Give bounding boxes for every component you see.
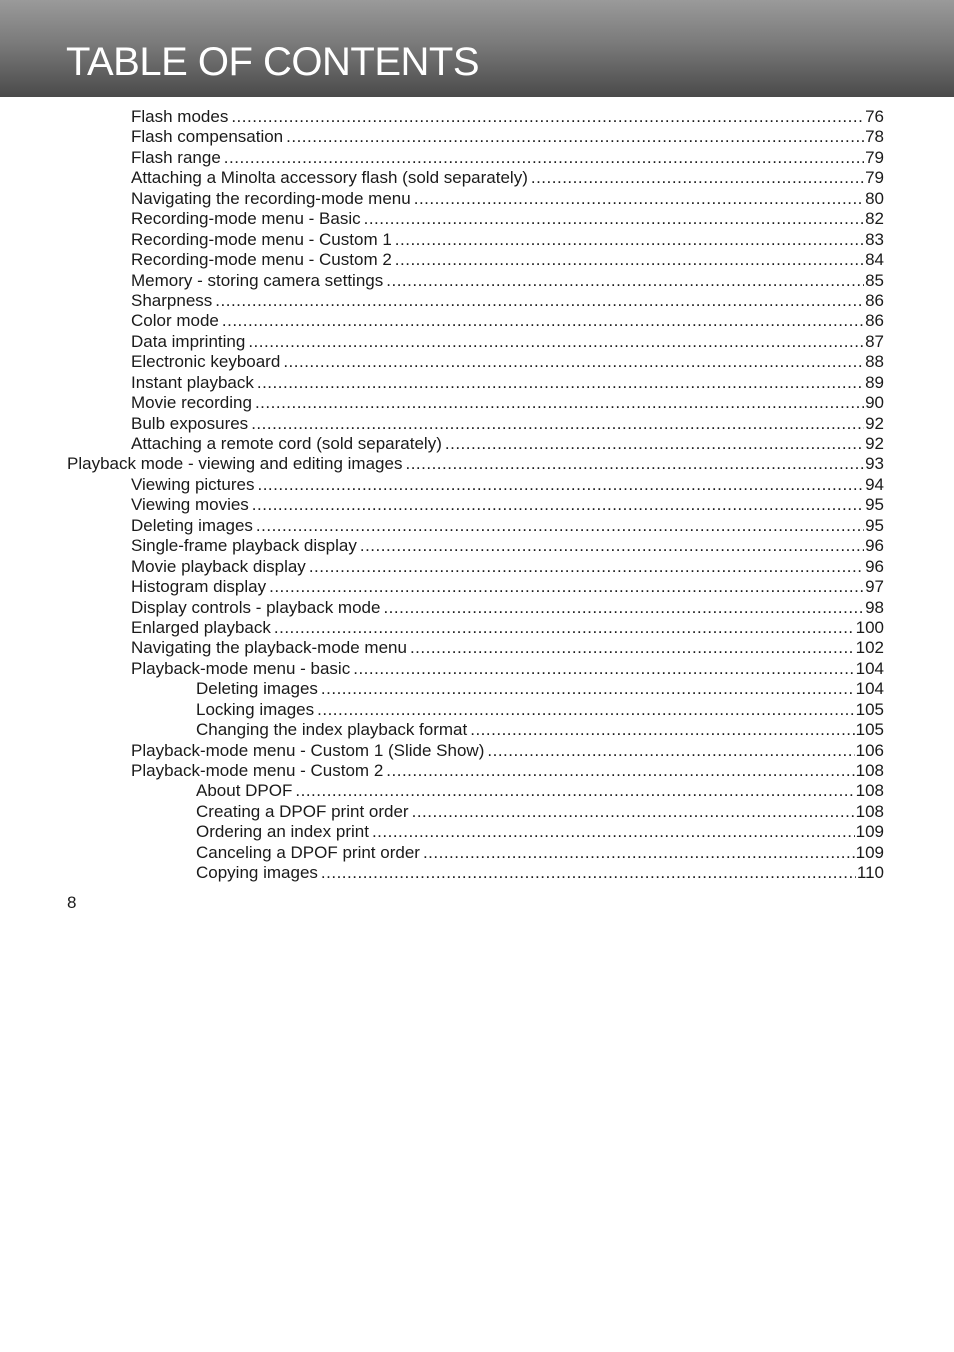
dot-leader [372, 822, 855, 842]
toc-entry-page: 108 [855, 761, 884, 780]
toc-entry[interactable] [0, 209, 954, 229]
dot-leader [251, 414, 864, 434]
toc-entry-label: Flash compensation [131, 127, 286, 147]
toc-entry-label: Ordering an index print [196, 822, 372, 842]
toc-entry[interactable] [0, 720, 954, 740]
toc-entry-label: Flash range [131, 148, 224, 168]
toc-entry-page: 84 [865, 250, 884, 270]
toc-entry-label: Recording-mode menu - Basic [131, 209, 364, 229]
toc-entry-label: Movie playback display [131, 557, 309, 577]
toc-entry-label: Viewing movies [131, 495, 252, 515]
dot-leader [414, 189, 864, 209]
toc-entry[interactable] [0, 638, 954, 658]
toc-entry-label: Enlarged playback [131, 618, 274, 638]
dot-leader [386, 271, 864, 291]
table-of-contents [0, 107, 954, 884]
toc-entry-page: 109 [855, 822, 884, 842]
toc-entry-page: 86 [865, 290, 884, 310]
toc-entry[interactable] [0, 802, 954, 822]
toc-entry[interactable] [0, 189, 954, 209]
toc-entry-label: Movie recording [131, 393, 255, 413]
toc-entry-page: 109 [855, 842, 884, 862]
toc-entry[interactable] [0, 168, 954, 188]
toc-entry-label: Sharpness [131, 291, 215, 311]
toc-entry-label: Color mode [131, 311, 222, 331]
dot-leader [383, 598, 864, 618]
toc-entry[interactable] [0, 557, 954, 577]
page-number: 8 [67, 893, 77, 912]
dot-leader [231, 107, 864, 127]
toc-entry-page: 89 [865, 372, 884, 392]
dot-leader [364, 209, 864, 229]
toc-entry[interactable] [0, 618, 954, 638]
toc-entry-page: 104 [855, 658, 884, 678]
toc-entry[interactable] [0, 352, 954, 372]
dot-leader [248, 332, 864, 352]
dot-leader [386, 761, 854, 781]
toc-entry[interactable] [0, 495, 954, 515]
toc-entry-page: 105 [855, 699, 884, 719]
toc-entry[interactable] [0, 843, 954, 863]
toc-entry-page: 100 [855, 617, 884, 637]
toc-entry-label: Canceling a DPOF print order [196, 843, 423, 863]
dot-leader [470, 720, 854, 740]
dot-leader [222, 311, 864, 331]
toc-entry-page: 108 [855, 781, 884, 801]
toc-entry[interactable] [0, 781, 954, 801]
toc-entry[interactable] [0, 250, 954, 270]
toc-entry[interactable] [0, 679, 954, 699]
toc-entry[interactable] [0, 700, 954, 720]
dot-leader [531, 168, 864, 188]
toc-entry-page: 106 [855, 740, 884, 760]
toc-entry-page: 80 [865, 188, 884, 208]
toc-entry[interactable] [0, 863, 954, 883]
toc-entry[interactable] [0, 332, 954, 352]
toc-entry-page: 94 [865, 474, 884, 494]
dot-leader [395, 230, 864, 250]
toc-entry-page: 82 [865, 209, 884, 229]
toc-entry[interactable] [0, 434, 954, 454]
toc-entry-page: 78 [865, 127, 884, 147]
toc-entry-label: Attaching a remote cord (sold separately) [131, 434, 445, 454]
dot-leader [309, 557, 864, 577]
toc-entry-label: Display controls - playback mode [131, 598, 383, 618]
toc-entry-page: 76 [865, 107, 884, 126]
toc-entry-page: 108 [855, 801, 884, 821]
dot-leader [283, 352, 864, 372]
dot-leader [410, 638, 855, 658]
dot-leader [321, 863, 856, 883]
dot-leader [321, 679, 855, 699]
toc-entry-label: Viewing pictures [131, 475, 257, 495]
toc-entry-page: 110 [856, 863, 884, 883]
toc-entry-page: 98 [865, 597, 884, 617]
toc-entry-page: 86 [865, 311, 884, 331]
toc-entry[interactable] [0, 127, 954, 147]
toc-entry-label: Recording-mode menu - Custom 2 [131, 250, 395, 270]
toc-entry[interactable] [0, 475, 954, 495]
toc-entry-page: 95 [865, 515, 884, 535]
toc-entry[interactable] [0, 454, 954, 474]
toc-entry[interactable] [0, 577, 954, 597]
toc-entry-page: 87 [865, 331, 884, 351]
dot-leader [295, 781, 854, 801]
toc-entry[interactable] [0, 107, 954, 127]
toc-entry-label: Playback-mode menu - basic [131, 659, 353, 679]
toc-entry-label: Navigating the recording-mode menu [131, 189, 414, 209]
toc-entry-page: 96 [865, 536, 884, 556]
toc-entry-page: 79 [865, 147, 884, 167]
toc-entry[interactable] [0, 271, 954, 291]
toc-entry-page: 79 [865, 168, 884, 188]
toc-entry[interactable] [0, 414, 954, 434]
page-title: TABLE OF CONTENTS [66, 40, 480, 84]
toc-entry[interactable] [0, 741, 954, 761]
dot-leader [255, 393, 864, 413]
toc-entry[interactable] [0, 393, 954, 413]
toc-entry[interactable] [0, 373, 954, 393]
toc-entry[interactable] [0, 148, 954, 168]
dot-leader [412, 802, 855, 822]
dot-leader [395, 250, 864, 270]
dot-leader [445, 434, 864, 454]
dot-leader [256, 516, 864, 536]
dot-leader [274, 618, 855, 638]
toc-entry-label: Locking images [196, 700, 317, 720]
toc-entry-label: Creating a DPOF print order [196, 802, 412, 822]
dot-leader [286, 127, 864, 147]
toc-entry-label: Electronic keyboard [131, 352, 283, 372]
dot-leader [423, 843, 855, 863]
toc-entry-label: Bulb exposures [131, 414, 251, 434]
toc-entry-label: Histogram display [131, 577, 269, 597]
toc-entry-label: Recording-mode menu - Custom 1 [131, 230, 395, 250]
toc-entry-page: 97 [865, 577, 884, 597]
dot-leader [269, 577, 864, 597]
dot-leader [487, 741, 854, 761]
toc-entry-page: 105 [855, 720, 884, 740]
toc-entry-label: Single-frame playback display [131, 536, 360, 556]
toc-entry-page: 90 [865, 393, 884, 413]
dot-leader [360, 536, 864, 556]
toc-entry-page: 92 [865, 413, 884, 433]
toc-entry-label: Instant playback [131, 373, 257, 393]
toc-entry-label: Data imprinting [131, 332, 248, 352]
dot-leader [353, 659, 854, 679]
toc-entry-page: 92 [865, 434, 884, 453]
dot-leader [405, 454, 864, 474]
toc-entry-label: Navigating the playback-mode menu [131, 638, 410, 658]
toc-entry-label: Copying images [196, 863, 321, 883]
toc-entry[interactable] [0, 598, 954, 618]
dot-leader [317, 700, 855, 720]
toc-entry[interactable] [0, 822, 954, 842]
toc-entry-label: Memory - storing camera settings [131, 271, 386, 291]
toc-entry-label: Playback-mode menu - Custom 2 [131, 761, 386, 781]
toc-entry[interactable] [0, 761, 954, 781]
toc-entry-label: About DPOF [196, 781, 295, 801]
toc-entry-page: 83 [865, 229, 884, 249]
dot-leader [257, 373, 864, 393]
toc-entry-page: 93 [865, 454, 884, 474]
toc-entry-label: Attaching a Minolta accessory flash (sold separately) [131, 168, 531, 188]
toc-entry-page: 85 [865, 270, 884, 290]
toc-entry-label: Deleting images [196, 679, 321, 699]
toc-entry-label: Deleting images [131, 516, 256, 536]
toc-entry-label: Flash modes [131, 107, 231, 127]
toc-entry-page: 96 [865, 556, 884, 576]
toc-entry[interactable] [0, 516, 954, 536]
toc-entry[interactable] [0, 536, 954, 556]
toc-entry-page: 102 [855, 638, 884, 658]
toc-entry[interactable] [0, 311, 954, 331]
toc-entry-label: Playback mode - viewing and editing images [67, 454, 405, 474]
toc-entry-page: 95 [865, 495, 884, 515]
toc-entry[interactable] [0, 291, 954, 311]
dot-leader [215, 291, 864, 311]
toc-entry[interactable] [0, 230, 954, 250]
toc-entry[interactable] [0, 659, 954, 679]
dot-leader [252, 495, 864, 515]
toc-entry-label: Playback-mode menu - Custom 1 (Slide Show) [131, 741, 487, 761]
toc-entry-label: Changing the index playback format [196, 720, 470, 740]
toc-entry-page: 104 [855, 679, 884, 699]
dot-leader [224, 148, 864, 168]
dot-leader [257, 475, 864, 495]
toc-entry-page: 88 [865, 352, 884, 372]
